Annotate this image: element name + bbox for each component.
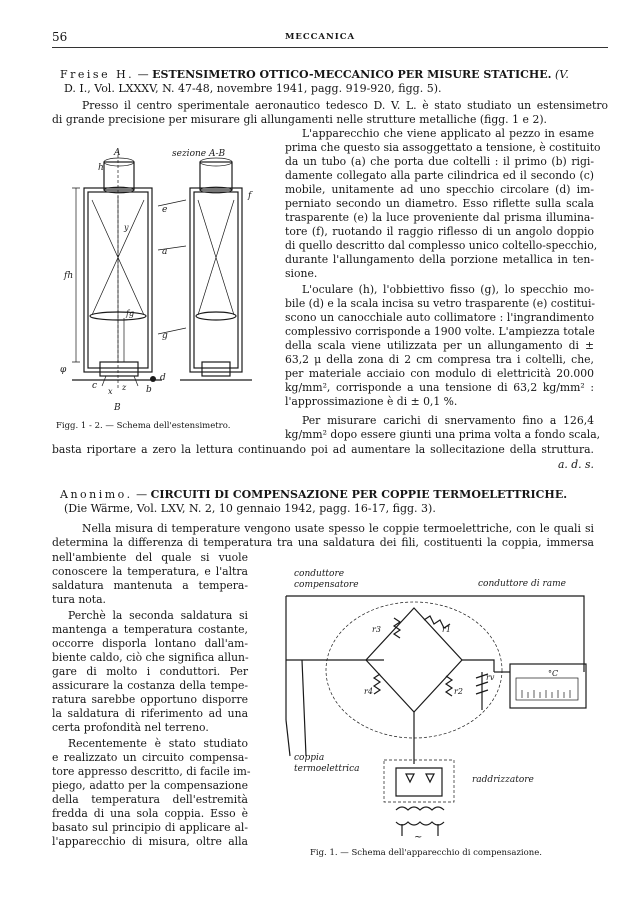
extensometer-figure (52, 140, 282, 420)
paragraph-line: di quello descritto dal complesso unico coltello-specchio, (285, 239, 598, 252)
paragraph-line: 63,2 μ della zona di 2 cm compresa tra i coltelli, che, (285, 353, 594, 366)
label-z: z (122, 383, 127, 392)
label-conduttore-rame: conduttore di rame (478, 579, 566, 589)
article1-author: Freise H. (60, 68, 135, 81)
label-B: B (114, 403, 121, 413)
label-sezione: sezione A-B (172, 149, 226, 159)
label-degC: °C (548, 669, 559, 678)
paragraph-line: da un tubo (a) che porta due coltelli : il primo (b) rigi- (285, 155, 594, 168)
label-d: d (160, 373, 166, 383)
paragraph-line: perniato secondo un diametro. Esso riflette sulla scala (285, 197, 594, 210)
paragraph-line: prima che questo sia assoggettato a tensione, è costituito (285, 141, 601, 154)
paragraph-line: conoscere la temperatura, e l'altra (52, 565, 248, 578)
meter-ticks (522, 690, 570, 698)
article2-heading: Anonimo. — CIRCUITI DI COMPENSAZIONE PER COPPIE TERMOELETTRICHE. (60, 488, 568, 501)
article1-intro-line-1: Presso il centro sperimentale aeronautico tedesco D. V. L. è stato studiato un estensimetro (82, 99, 608, 112)
paragraph-line: tura nota. (52, 593, 106, 606)
article1-signature: a. d. s. (557, 458, 594, 471)
paragraph-line: complessivo corrisponde a 1900 volte. L'ampiezza totale (285, 325, 595, 338)
article2-intro-line-1: Nella misura di temperature vengono usate spesso le coppie termoelettriche, con le quali si (82, 522, 594, 535)
label-g: g (162, 331, 168, 341)
article2-author: Anonimo. (60, 488, 133, 501)
paragraph-line: bile (d) e la scala incisa su vetro trasparente (e) costitui- (285, 297, 596, 310)
article2-source: (Die Wärme, Vol. LXV, N. 2, 10 gennaio 1942, pagg. 16-17, figg. 3). (64, 502, 436, 515)
paragraph-line: l'approssimazione è di ± 0,1 %. (285, 395, 458, 408)
label-fh: fh (64, 271, 74, 281)
paragraph-line: scono un canocchiale auto collimatore : l'ingrandimento (285, 311, 594, 324)
label-raddrizzatore: raddrizzatore (472, 775, 534, 785)
paragraph-line: mantenga a temperatura costante, (52, 623, 248, 636)
label-coppia: coppia (294, 753, 325, 763)
knife-b-marker (150, 376, 156, 382)
paragraph-line: tore (f), ruotando il raggio riflesso di un angolo doppio (285, 225, 594, 238)
label-termoelettrica: termoelettrica (294, 764, 360, 774)
article2-intro-line-2: determina la differenza di temperatura tra una saldatura dei fili, costituenti la coppia, immersa (52, 536, 594, 549)
article1-intro-line-2: di grande precisione per misurare gli allungamenti nelle strutture metalliche (figg. 1 e 2). (52, 113, 547, 126)
section-base (202, 362, 230, 376)
paragraph-line: assicurare la costanza della tempe- (52, 679, 248, 692)
section-tube-inner (194, 192, 238, 368)
article1-title: ESTENSIMETRO OTTICO-MECCANICO PER MISURE STATICHE. (152, 68, 552, 81)
meter-scale (516, 678, 578, 700)
paragraph-line: gare di molto i conduttori. Per (52, 665, 248, 678)
paragraph-line: biente caldo, ciò che significa allun- (52, 651, 249, 664)
article1-heading: Freise H. — ESTENSIMETRO OTTICO-MECCANICO PER MISURE STATICHE. (V. (60, 68, 569, 81)
paragraph-line: basato sul principio di applicare al- (52, 821, 248, 834)
article1-source: D. I., Vol. LXXXV, N. 47-48, novembre 1941, pagg. 919-920, figg. 5). (64, 82, 442, 95)
rectifier-diodes (406, 774, 434, 782)
knife-block (100, 362, 138, 376)
label-a: a (162, 247, 168, 257)
article1-source-start: (V. (555, 68, 569, 81)
dimension-fh (72, 188, 80, 362)
paragraph-line: tore appresso descritto, di facile im- (52, 765, 251, 778)
label-y: y (124, 223, 129, 232)
rectifier-bridge (396, 768, 442, 796)
paragraph-line: della scala viene utilizzata per un allungamento di ± (285, 339, 594, 352)
bridge-output-right (462, 660, 494, 672)
label-A: A (114, 148, 121, 158)
label-e: e (162, 205, 168, 215)
section-rays (198, 200, 234, 315)
transformer-coils (396, 807, 444, 825)
paragraph-line: ratura sarebbe opportuno disporre (52, 693, 248, 706)
article1-final-line: basta riportare a zero la lettura continuando poi ad aumentare la sollecitazione della struttura. (52, 443, 594, 456)
label-r4: r4 (364, 687, 373, 696)
leader-lines (158, 200, 186, 334)
paragraph-line: e realizzato un circuito compensa- (52, 751, 248, 764)
label-fg: fg (126, 309, 135, 318)
thermocouple-wires (286, 660, 306, 756)
paragraph-line: saldatura mantenuta a tempera- (52, 579, 248, 592)
paragraph-line: della temperatura dell'estremità (52, 793, 248, 806)
paragraph-line: durante l'allungamento della porzione metallica in ten- (285, 253, 594, 266)
article2-title: CIRCUITI DI COMPENSAZIONE PER COPPIE TERMOELETTRICHE. (150, 488, 568, 501)
label-r2: r2 (454, 687, 463, 696)
paragraph-line: Per misurare carichi di snervamento fino a 126,4 (302, 414, 594, 427)
compensation-circuit-figure (264, 560, 610, 842)
paragraph-line: certa profondità nel terreno. (52, 721, 209, 734)
paragraph-line: trasparente (e) la luce proveniente dal prisma illumina- (285, 211, 594, 224)
label-f: f (248, 191, 252, 201)
knife-edges (102, 376, 138, 386)
paragraph-line: piego, adatto per la compensazione (52, 779, 248, 792)
paragraph-line: Perchè la seconda saldatura si (68, 609, 248, 622)
label-ac: ~ (414, 832, 423, 842)
label-phi: φ (60, 365, 67, 375)
figure1-caption: Figg. 1 - 2. — Schema dell'estensimetro. (56, 421, 231, 431)
paragraph-line: per materiale acciaio con modulo di elettricità 20.000 (285, 367, 594, 380)
paragraph-line: mobile, unitamente ad uno specchio circolare (d) im- (285, 183, 594, 196)
label-conduttore: conduttore (294, 569, 345, 579)
paragraph-line: damente collegato alla parte cilindrica ed il secondo (c) (285, 169, 594, 182)
header-rule (52, 47, 608, 48)
label-compensatore: compensatore (294, 580, 359, 590)
paragraph-line: kg/mm², corrisponde a una tensione di 63,2 kg/mm² : (285, 381, 594, 394)
paragraph-line: l'apparecchio di misura, oltre alla (52, 835, 248, 848)
figure2-caption: Fig. 1. — Schema dell'apparecchio di compensazione. (310, 848, 542, 858)
paragraph-line: fredda di una sola coppia. Esso è (52, 807, 248, 820)
label-r1: r1 (442, 625, 451, 634)
section-tube-outline (190, 188, 242, 372)
label-b: b (146, 385, 152, 395)
running-header: MECCANICA (284, 32, 356, 42)
label-x: x (108, 387, 113, 396)
label-r3: r3 (372, 625, 381, 634)
paragraph-line: kg/mm² dopo essere giunti una prima volta a fondo scala, (285, 428, 601, 441)
paragraph-line: occorre disporla lontano dall'am- (52, 637, 248, 650)
label-c: c (92, 381, 98, 391)
section-objective (196, 312, 236, 320)
paragraph-line: Recentemente è stato studiato (68, 737, 248, 750)
label-rv: rv (486, 673, 495, 682)
paragraph-line: sione. (285, 267, 318, 280)
page-number: 56 (52, 30, 68, 44)
paragraph-line: la saldatura di riferimento ad una (52, 707, 248, 720)
paragraph-line: L'oculare (h), l'obbiettivo fisso (g), lo specchio mo- (302, 283, 594, 296)
paragraph-line: nell'ambiente del quale si vuole (52, 551, 248, 564)
label-h: h (98, 163, 104, 173)
paragraph-line: L'apparecchio che viene applicato al pezzo in esame (302, 127, 594, 140)
